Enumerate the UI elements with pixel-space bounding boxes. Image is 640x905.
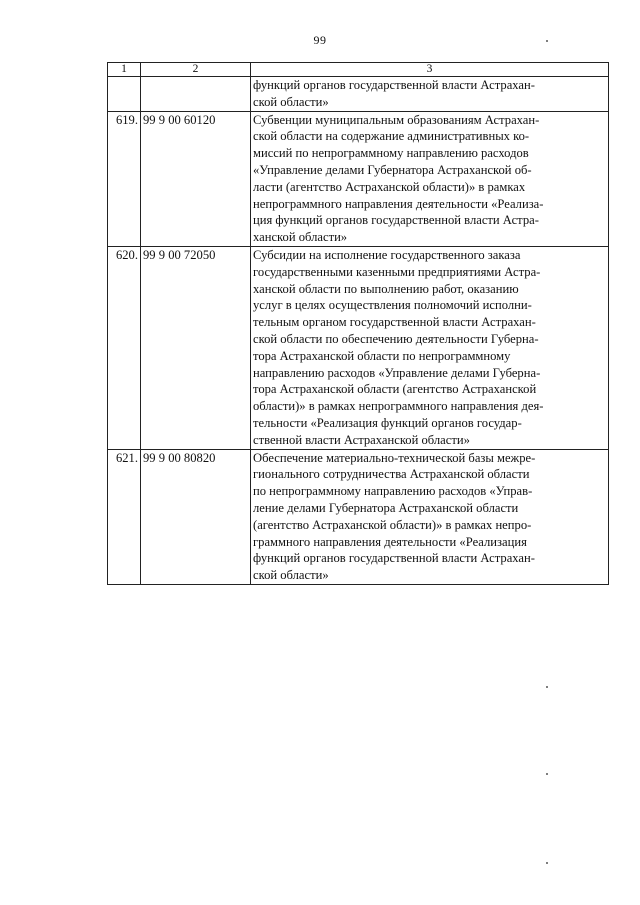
text-line: услуг в целях осуществления полномочий исполни- — [253, 298, 532, 313]
text-line: ственной власти Астраханской области» — [253, 432, 470, 447]
scan-speck — [546, 686, 548, 688]
text-line: направлению расходов «Управление делами Губерна- — [253, 365, 541, 380]
continuation-num-cell — [108, 77, 141, 112]
row-number: 621. — [108, 449, 141, 584]
text-line: области)» в рамках непрограммного направления дея- — [253, 399, 544, 414]
text-line: функций органов государственной власти Астрахан- — [253, 78, 535, 92]
table-row — [108, 246, 609, 449]
text-line: тельным органом государственной власти Астрахан- — [253, 315, 536, 330]
text-line: гионального сотрудничества Астраханской области — [253, 467, 530, 482]
row-number: 620. — [108, 246, 141, 449]
text-line: ской области по обеспечению деятельности Губерна- — [253, 331, 539, 346]
text-line: тельности «Реализация функций органов государ- — [253, 415, 522, 430]
budget-code: 99 9 00 72050 — [141, 246, 251, 449]
budget-table — [107, 62, 609, 585]
text-line: ление делами Губернатора Астраханской области — [253, 500, 519, 515]
row-description — [251, 111, 609, 246]
text-line: ской области» — [253, 94, 329, 109]
budget-code: 99 9 00 80820 — [141, 449, 251, 584]
text-line: ханской области» — [253, 230, 348, 245]
continuation-code-cell — [141, 77, 251, 112]
scan-speck — [546, 862, 548, 864]
row-description — [251, 246, 609, 449]
scan-speck — [546, 773, 548, 775]
text-line: Субсидии на исполнение государственного заказа — [253, 247, 521, 262]
text-line: миссий по непрограммному направлению расходов — [253, 146, 529, 161]
column-header-1: 1 — [108, 63, 141, 77]
table-header-row — [108, 63, 609, 77]
text-line: по непрограммному направлению расходов «Управ- — [253, 484, 533, 499]
scan-speck — [546, 40, 548, 42]
text-line: ской области» — [253, 568, 329, 583]
table-row — [108, 449, 609, 584]
column-header-3: 3 — [251, 63, 609, 77]
text-line: тора Астраханской области по непрограммному — [253, 348, 511, 363]
text-line: (агентство Астраханской области)» в рамках непро- — [253, 517, 532, 532]
row-description — [251, 449, 609, 584]
text-line: Обеспечение материально-технической базы межре- — [253, 450, 536, 465]
text-line: Субвенции муниципальным образованиям Астрахан- — [253, 112, 540, 127]
text-line: «Управление делами Губернатора Астраханской об- — [253, 162, 532, 177]
text-line: тора Астраханской области (агентство Астраханской — [253, 382, 537, 397]
text-line: государственными казенными предприятиями Астра- — [253, 264, 541, 279]
text-line: ханской области по выполнению работ, оказанию — [253, 281, 519, 296]
text-line: ласти (агентство Астраханской области)» в рамках — [253, 179, 526, 194]
table-row — [108, 111, 609, 246]
text-line: непрограммного направления деятельности «Реализа- — [253, 196, 544, 211]
continuation-row — [108, 77, 609, 112]
text-line: граммного направления деятельности «Реализация — [253, 534, 527, 549]
budget-code: 99 9 00 60120 — [141, 111, 251, 246]
text-line: ция функций органов государственной власти Астра- — [253, 213, 539, 228]
text-line: ской области на содержание административных ко- — [253, 129, 530, 144]
column-header-2: 2 — [141, 63, 251, 77]
page-number: 99 — [313, 33, 327, 47]
row-number: 619. — [108, 111, 141, 246]
continuation-description — [251, 77, 609, 112]
text-line: функций органов государственной власти Астрахан- — [253, 551, 535, 566]
